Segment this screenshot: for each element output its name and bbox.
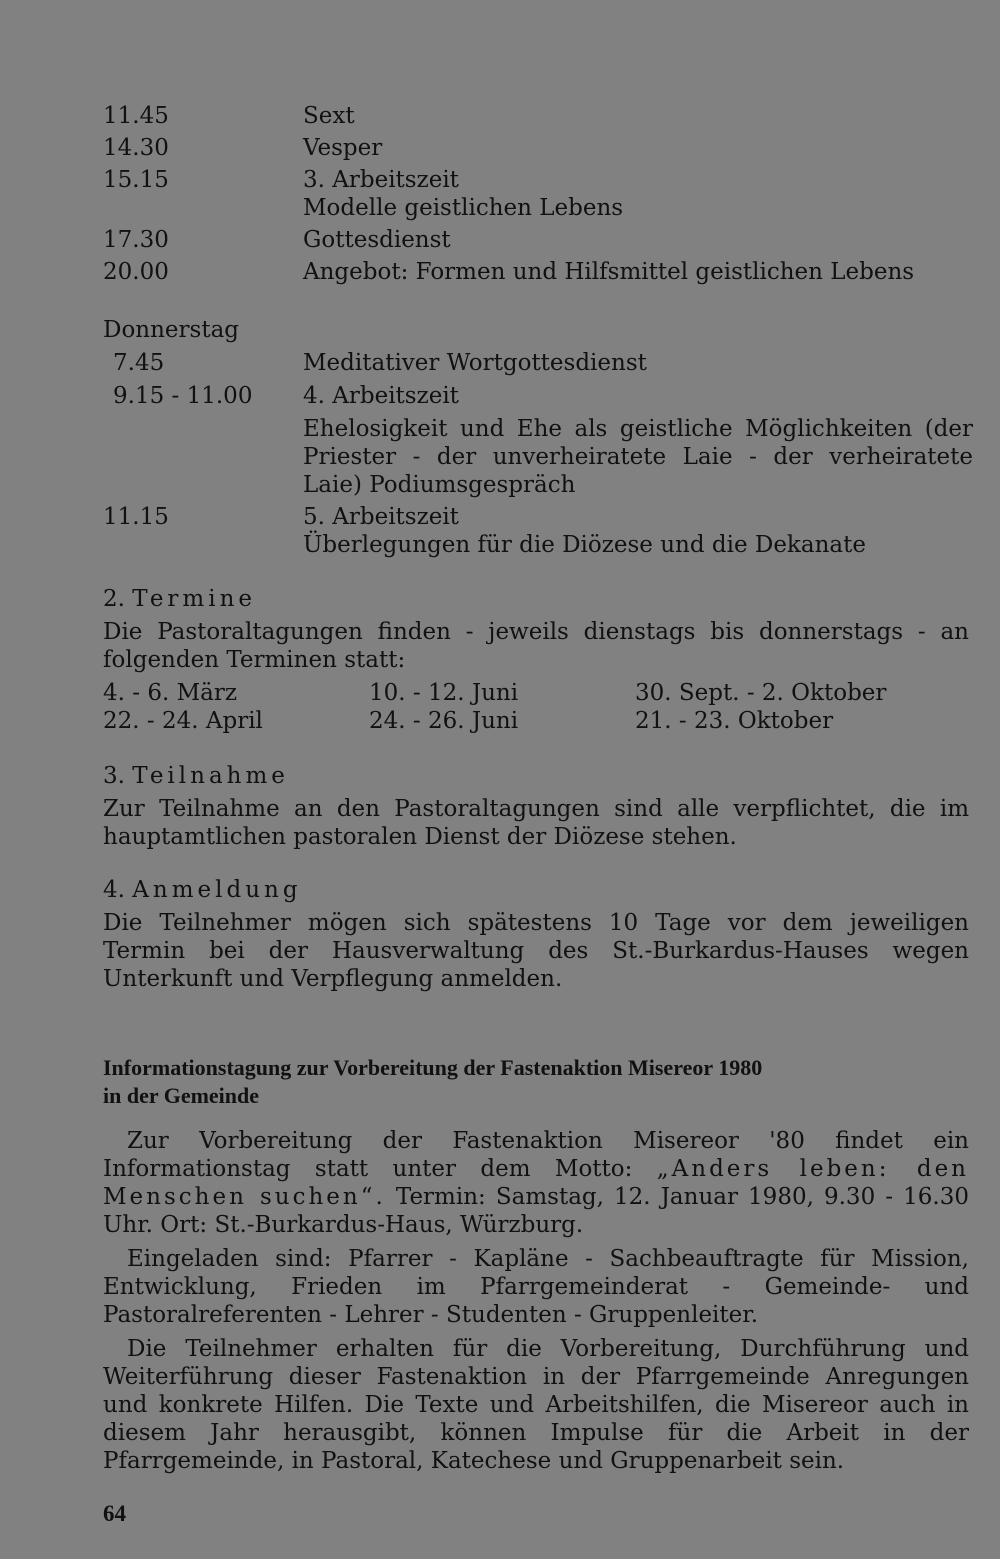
section-number: 3. bbox=[103, 763, 125, 789]
schedule-time: 11.15 bbox=[103, 504, 169, 530]
section-text: Die Pastoraltagungen finden - jeweils dienstags bis donnerstags - an folgenden Terminen statt: bbox=[103, 619, 969, 673]
schedule-item: Vesper bbox=[303, 135, 383, 161]
schedule-row bbox=[103, 382, 973, 499]
schedule-time: 15.15 bbox=[103, 167, 169, 193]
schedule-row bbox=[103, 349, 973, 377]
schedule-time: 17.30 bbox=[103, 227, 169, 253]
date-entry: 24. - 26. Juni bbox=[369, 708, 519, 734]
schedule-item-text: Ehelosigkeit und Ehe als geistliche Möglichkeiten (der Priester - der unverheiratete Laie - der verheiratete Laie) Podiumsgespräch bbox=[303, 416, 973, 498]
section-number: 4. bbox=[103, 877, 125, 903]
schedule-row bbox=[103, 258, 973, 286]
schedule-item: Gottesdienst bbox=[303, 227, 451, 253]
schedule-row bbox=[103, 503, 973, 559]
schedule-item bbox=[303, 382, 973, 499]
article-paragraph: Die Teilnehmer erhalten für die Vorbereitung, Durchführung und Weiterführung dieser Fastenaktion in der Pfarrgemeinde Anregungen und konkrete Hilfen. Die Texte und Arbeitshilfen, die Misereor auch in diesem Jahr herausgibt, können Impulse für die Arbeit in der Pfarrgemeinde, in Pastoral, Katechese und Gruppenarbeit sein. bbox=[103, 1336, 969, 1474]
section-title: Anmeldung bbox=[132, 877, 302, 903]
schedule-item: Sext bbox=[303, 103, 355, 129]
section-text: Die Teilnehmer mögen sich spätestens 10 Tage vor dem jeweiligen Termin bei der Hausverwaltung des St.-Burkardus-Hauses wegen Unterkunft und Verpflegung anmelden. bbox=[103, 910, 969, 992]
schedule-row bbox=[103, 226, 973, 254]
schedule-time: 7.45 bbox=[113, 350, 165, 376]
schedule-item-line: 3. Arbeitszeit bbox=[303, 167, 459, 193]
article-body bbox=[103, 1127, 969, 1475]
section-title: Teilnahme bbox=[132, 763, 289, 789]
date-entry: 10. - 12. Juni bbox=[369, 680, 519, 706]
schedule-row bbox=[103, 102, 973, 130]
schedule-time: 9.15 - 11.00 bbox=[113, 383, 253, 409]
schedule-time: 11.45 bbox=[103, 103, 169, 129]
schedule-wednesday bbox=[103, 102, 973, 286]
date-entry: 4. - 6. März bbox=[103, 680, 237, 706]
article-title-line: Informationstagung zur Vorbereitung der Fastenaktion Misereor 1980 bbox=[103, 1055, 763, 1080]
date-entry: 30. Sept. - 2. Oktober bbox=[635, 680, 887, 706]
schedule-item-line: 4. Arbeitszeit bbox=[303, 383, 459, 409]
date-entry: 21. - 23. Oktober bbox=[635, 708, 834, 734]
schedule-item-line: Überlegungen für die Diözese und die Dekanate bbox=[303, 532, 866, 558]
schedule-item-line: Modelle geistlichen Lebens bbox=[303, 195, 624, 221]
schedule-item: Meditativer Wortgottesdienst bbox=[303, 350, 647, 376]
date-entry: 22. - 24. April bbox=[103, 708, 263, 734]
schedule-time: 20.00 bbox=[103, 259, 169, 285]
section-termine bbox=[103, 585, 969, 674]
article-paragraph: Eingeladen sind: Pfarrer - Kapläne - Sachbeauftragte für Mission, Entwicklung, Frieden im Pfarrgemeinderat - Gemeinde- und Pastoralreferenten - Lehrer - Studenten - Gruppenleiter. bbox=[103, 1246, 969, 1328]
section-title: Termine bbox=[132, 586, 257, 612]
schedule-row bbox=[103, 134, 973, 162]
motto-text: „Anders leben: den Menschen suchen“. bbox=[103, 1156, 969, 1210]
section-text: Zur Teilnahme an den Pastoraltagungen sind alle verpflichtet, die im hauptamtlichen pastoralen Dienst der Diözese stehen. bbox=[103, 796, 969, 850]
dates-grid bbox=[103, 679, 969, 735]
article-title bbox=[103, 1054, 969, 1110]
day-label: Donnerstag bbox=[103, 317, 240, 343]
section-heading bbox=[103, 762, 969, 790]
schedule-item bbox=[303, 166, 973, 222]
schedule-item-line: 5. Arbeitszeit bbox=[303, 504, 459, 530]
section-teilnahme bbox=[103, 762, 969, 851]
section-anmeldung bbox=[103, 876, 969, 993]
article-paragraph bbox=[103, 1127, 969, 1239]
paragraph-text: Zur Vorbereitung der Fastenaktion Misereor '80 findet ein Informationstag statt unter dem Motto: bbox=[103, 1128, 969, 1182]
page-number: 64 bbox=[103, 1501, 126, 1526]
schedule-time: 14.30 bbox=[103, 135, 169, 161]
schedule-thursday bbox=[103, 316, 973, 559]
section-heading bbox=[103, 876, 969, 904]
schedule-item bbox=[303, 503, 973, 559]
section-number: 2. bbox=[103, 586, 125, 612]
schedule-row bbox=[103, 166, 973, 222]
section-heading bbox=[103, 585, 969, 613]
schedule-item: Angebot: Formen und Hilfsmittel geistlichen Lebens bbox=[303, 259, 915, 285]
paragraph-text: Termin: Samstag, 12. Januar 1980, 9.30 - 16.30 Uhr. Ort: St.-Burkardus-Haus, Würzburg. bbox=[103, 1184, 969, 1238]
article-title-line: in der Gemeinde bbox=[103, 1083, 260, 1108]
